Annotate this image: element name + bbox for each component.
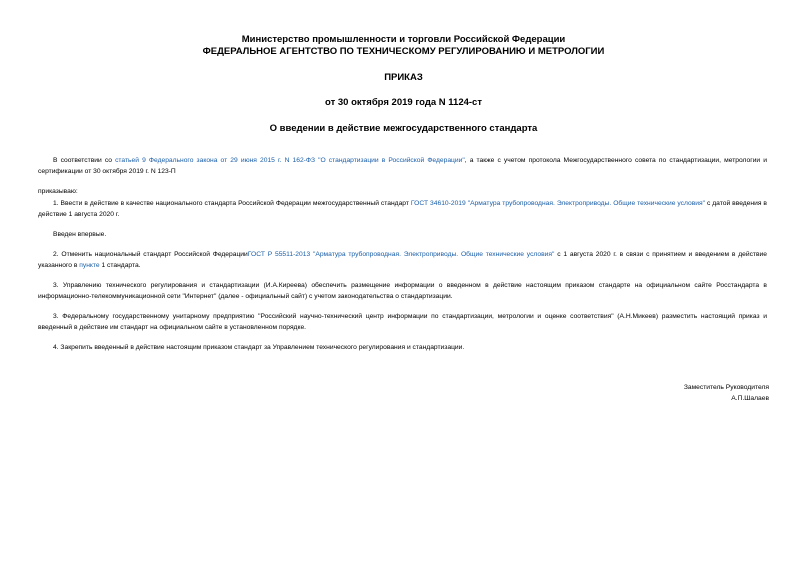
introduced-text: Введен впервые. <box>53 231 107 238</box>
item-5-paragraph <box>38 342 767 353</box>
law-link[interactable]: статьей 9 Федерального закона от 29 июня 2015 г. N 162-ФЗ "О стандартизации в Российской Федерации" <box>115 157 465 164</box>
document-type: ПРИКАЗ <box>384 72 423 83</box>
agency-title: ФЕДЕРАЛЬНОЕ АГЕНТСТВО ПО ТЕХНИЧЕСКОМУ РЕГУЛИРОВАНИЮ И МЕТРОЛОГИИ <box>202 46 605 57</box>
item-reference-link[interactable]: пункте <box>79 262 100 269</box>
item-5-text: 4. Закрепить введенный в действие настоящим приказом стандарт за Управлением технического регулирования и стандартизации. <box>53 344 465 351</box>
gost-34610-link[interactable]: ГОСТ 34610-2019 "Арматура трубопроводная. Электроприводы. Общие технические условия" <box>410 200 705 207</box>
preamble-prefix: В соответствии со <box>53 157 116 164</box>
order-word: приказываю: <box>38 188 78 195</box>
document-subject: О введении в действие межгосударственного стандарта <box>269 123 538 134</box>
item-4-text: 3. Федеральному государственному унитарному предприятию "Российский научно-технический центр информации по стандартизации, метрологии и оценке соответствия" (А.Н.Микеев) разместить настоящий приказ и введенный в действие им стандарт на официальном сайте в установленном порядке. <box>38 313 767 331</box>
item-1-prefix: 1. Ввести в действие в качестве национального стандарта Российской Федерации межгосударственный стандарт <box>53 200 411 207</box>
signatory-position: Заместитель Руководителя <box>683 384 769 391</box>
item-2-prefix: 2. Отменить национальный стандарт Российской Федерации <box>53 251 248 258</box>
preamble-suffix: , а также с учетом протокола Межгосударственного совета по стандартизации, метрологии и сертификации от 30 октября 2019 г. N 123-П <box>38 157 767 175</box>
ministry-title: Министерство промышленности и торговли Российской Федерации <box>241 34 566 45</box>
item-2-suffix: 1 стандарта. <box>99 262 141 269</box>
item-2-paragraph <box>38 249 767 271</box>
signatory-name: А.П.Шалаев <box>731 395 769 402</box>
introduced-note <box>38 229 767 240</box>
item-3-paragraph <box>38 280 767 302</box>
gost-r-55511-link[interactable]: ГОСТ Р 55511-2013 "Арматура трубопроводная. Электроприводы. Общие технические условия" <box>247 251 555 258</box>
item-2-mid: с 1 августа 2020 г. в связи с принятием и введением в действие указанного в <box>38 251 767 269</box>
item-1-paragraph <box>38 198 767 220</box>
preamble-paragraph <box>38 155 767 177</box>
item-4-paragraph <box>38 311 767 333</box>
item-3-text: 3. Управлению технического регулирования и стандартизации (И.А.Киреева) обеспечить размещение информации о введенном в действие настоящим приказом стандарте на официальном сайте Росстандарта в информационно-телекоммуникационной сети "Интернет" (далее - официальный сайт) с учетом законодательства о стандартизации. <box>38 282 767 300</box>
item-1-suffix: с датой введения в действие 1 августа 2020 г. <box>38 200 767 218</box>
document-date-number: от 30 октября 2019 года N 1124-ст <box>325 97 482 108</box>
